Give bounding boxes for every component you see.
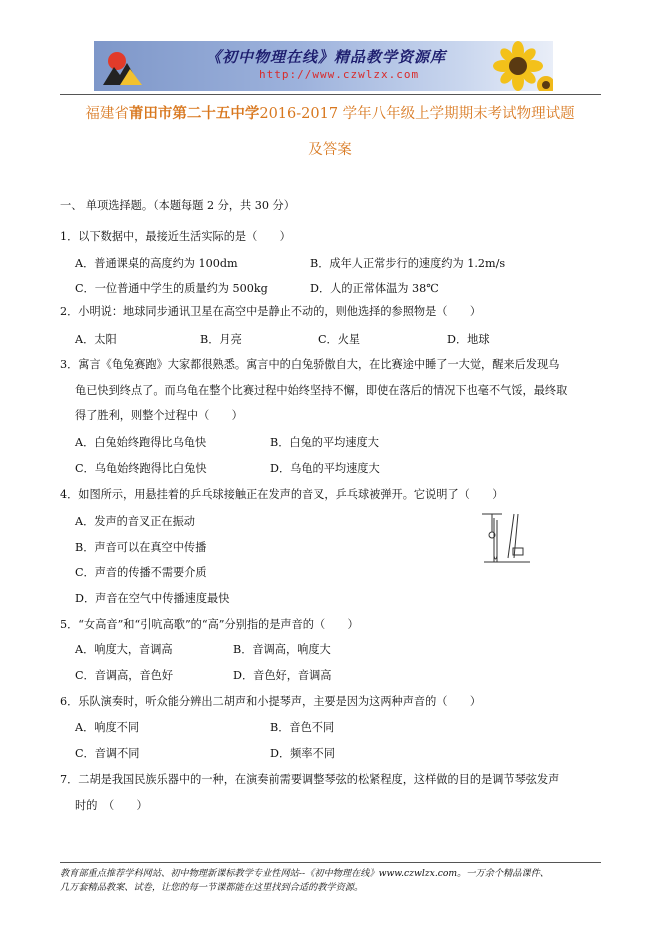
question-3-option-a: A．白兔始终跑得比乌龟快 xyxy=(75,436,207,449)
title-line-2: 及答案 xyxy=(308,142,352,158)
header-banner xyxy=(94,41,553,91)
question-2-option-c: C．火星 xyxy=(318,333,361,346)
question-7-stem-line-2: 时的 （ ） xyxy=(75,799,148,812)
section-heading: 一、 单项选择题。（本题每题 2 分，共 30 分） xyxy=(60,199,295,212)
question-5-option-d: D．音色好，音调高 xyxy=(233,669,332,682)
question-2-stem: 2．小明说：地球同步通讯卫星在高空中是静止不动的，则他选择的参照物是（ ） xyxy=(60,305,482,318)
question-5-stem: 5．“女高音”和“引吭高歌”的“高”分别指的是声音的（ ） xyxy=(60,618,359,631)
document-title xyxy=(50,96,610,168)
question-6-option-a: A．响度不同 xyxy=(75,721,140,734)
question-3-stem-line-1: 3．寓言《龟兔赛跑》大家都很熟悉。寓言中的白兔骄傲自大，在比赛途中睡了一大觉，醒来后发现乌 xyxy=(60,358,560,371)
footer-rule xyxy=(60,862,601,863)
banner-title: 《初中物理在线》精品教学资源库 xyxy=(206,48,447,66)
question-1-option-d: D．人的正常体温为 38℃ xyxy=(310,282,439,295)
question-3-stem-line-2: 龟已快到终点了。而乌龟在整个比赛过程中始终坚持不懈，即使在落后的情况下也毫不气馁，最终取 xyxy=(75,384,568,397)
question-4-option-d: D．声音在空气中传播速度最快 xyxy=(75,592,230,605)
question-3-option-c: C．乌龟始终跑得比白兔快 xyxy=(75,462,207,475)
question-2-option-d: D．地球 xyxy=(447,333,490,346)
question-4-option-b: B．声音可以在真空中传播 xyxy=(75,541,207,554)
footer-line-2: 几万套精品教案、试卷，让您的每一节课都能在这里找到合适的教学资源。 xyxy=(60,882,364,893)
site-logo-icon xyxy=(100,45,144,87)
question-3-option-d: D．乌龟的平均速度大 xyxy=(270,462,380,475)
question-1-option-c: C．一位普通中学生的质量约为 500kg xyxy=(75,282,268,295)
question-1-stem: 1．以下数据中，最接近生活实际的是（ ） xyxy=(60,230,291,243)
header-rule xyxy=(60,94,601,95)
question-5-option-c: C．音调高，音色好 xyxy=(75,669,174,682)
title-line-1: 福建省莆田市第二十五中学2016-2017 学年八年级上学期期末考试物理试题 xyxy=(85,105,575,122)
question-5-option-a: A．响度大，音调高 xyxy=(75,643,173,656)
question-2-option-b: B．月亮 xyxy=(200,333,242,346)
question-6-option-c: C．音调不同 xyxy=(75,747,140,760)
question-2-option-a: A．太阳 xyxy=(75,333,117,346)
sunflower-icon xyxy=(478,41,553,91)
question-7-stem-line-1: 7．二胡是我国民族乐器中的一种，在演奏前需要调整琴弦的松紧程度，这样做的目的是调节琴弦发声 xyxy=(60,773,560,786)
question-1-option-b: B．成年人正常步行的速度约为 1.2m/s xyxy=(310,257,506,270)
question-5-option-b: B．音调高，响度大 xyxy=(233,643,331,656)
question-6-option-d: D．频率不同 xyxy=(270,747,335,760)
question-6-option-b: B．音色不同 xyxy=(270,721,335,734)
footer-line-1: 教育部重点推荐学科网站、初中物理新课标教学专业性网站--《初中物理在线》www.czwlzx.com。一万余个精品课件、 xyxy=(60,868,549,879)
banner-url: http://www.czwlzx.com xyxy=(259,68,420,81)
question-4-option-c: C．声音的传播不需要介质 xyxy=(75,566,207,579)
question-1-option-a: A．普通课桌的高度约为 100dm xyxy=(75,257,238,270)
question-3-stem-line-3: 得了胜利，则整个过程中（ ） xyxy=(75,409,243,422)
question-4-option-a: A．发声的音叉正在振动 xyxy=(75,515,195,528)
tuning-fork-figure-icon xyxy=(480,510,535,570)
question-4-stem: 4．如图所示，用悬挂着的乒乓球接触正在发声的音叉，乒乓球被弹开。它说明了（ ） xyxy=(60,488,504,501)
question-6-stem: 6．乐队演奏时，听众能分辨出二胡声和小提琴声，主要是因为这两种声音的（ ） xyxy=(60,695,482,708)
question-3-option-b: B．白兔的平均速度大 xyxy=(270,436,379,449)
